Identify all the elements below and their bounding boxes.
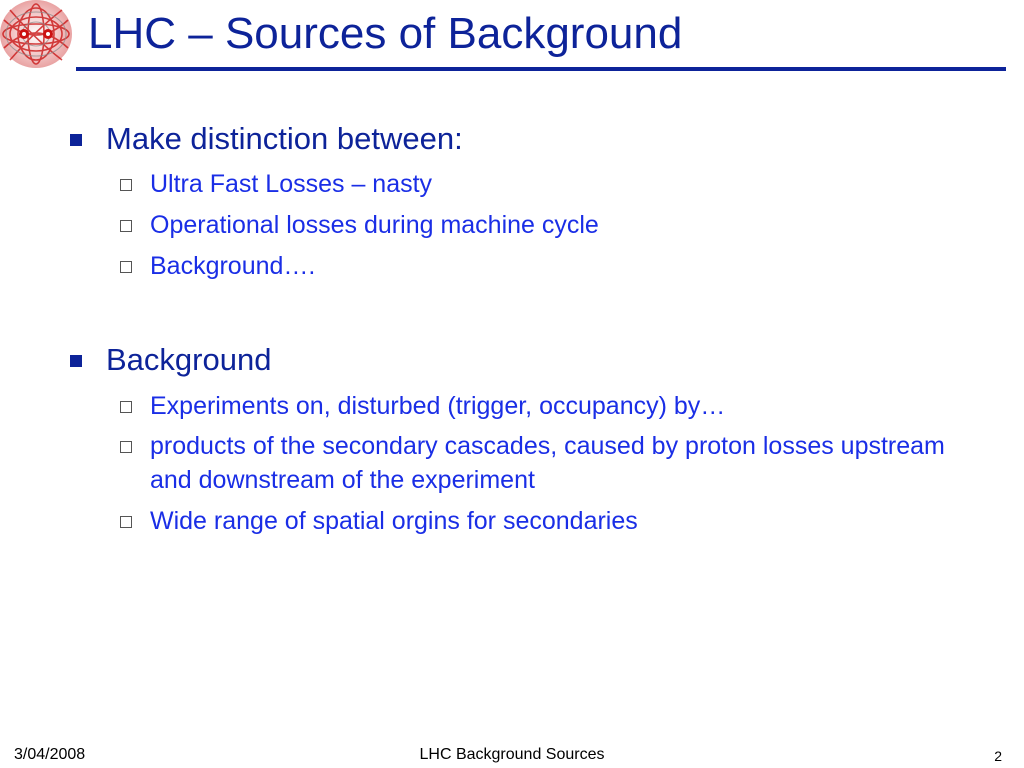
hollow-square-bullet-icon (120, 401, 132, 413)
footer-date: 3/04/2008 (14, 746, 86, 763)
hollow-square-bullet-icon (120, 441, 132, 453)
bullet-text: products of the secondary cascades, caused by proton losses upstream and downstream of the experiment (150, 432, 945, 494)
bullet-text: Wide range of spatial orgins for secondaries (150, 507, 638, 535)
hollow-square-bullet-icon (120, 179, 132, 191)
title-underline (76, 67, 1006, 71)
page-number: 2 (994, 748, 1002, 764)
bullet-text: Make distinction between: (106, 121, 463, 156)
bullet-text: Experiments on, disturbed (trigger, occupancy) by… (150, 392, 726, 420)
footer-title: LHC Background Sources (419, 746, 605, 763)
bullet-text: Ultra Fast Losses – nasty (150, 170, 433, 198)
square-bullet-icon (70, 355, 82, 367)
bullet-text: Background…. (150, 252, 316, 280)
hollow-square-bullet-icon (120, 220, 132, 232)
square-bullet-icon (70, 134, 82, 146)
bullet-text: Operational losses during machine cycle (150, 211, 599, 239)
hollow-square-bullet-icon (120, 261, 132, 273)
lhc-collision-logo-icon (0, 0, 76, 70)
hollow-square-bullet-icon (120, 516, 132, 528)
bullet-text: Background (106, 342, 272, 377)
slide-title: LHC – Sources of Background (88, 9, 683, 58)
